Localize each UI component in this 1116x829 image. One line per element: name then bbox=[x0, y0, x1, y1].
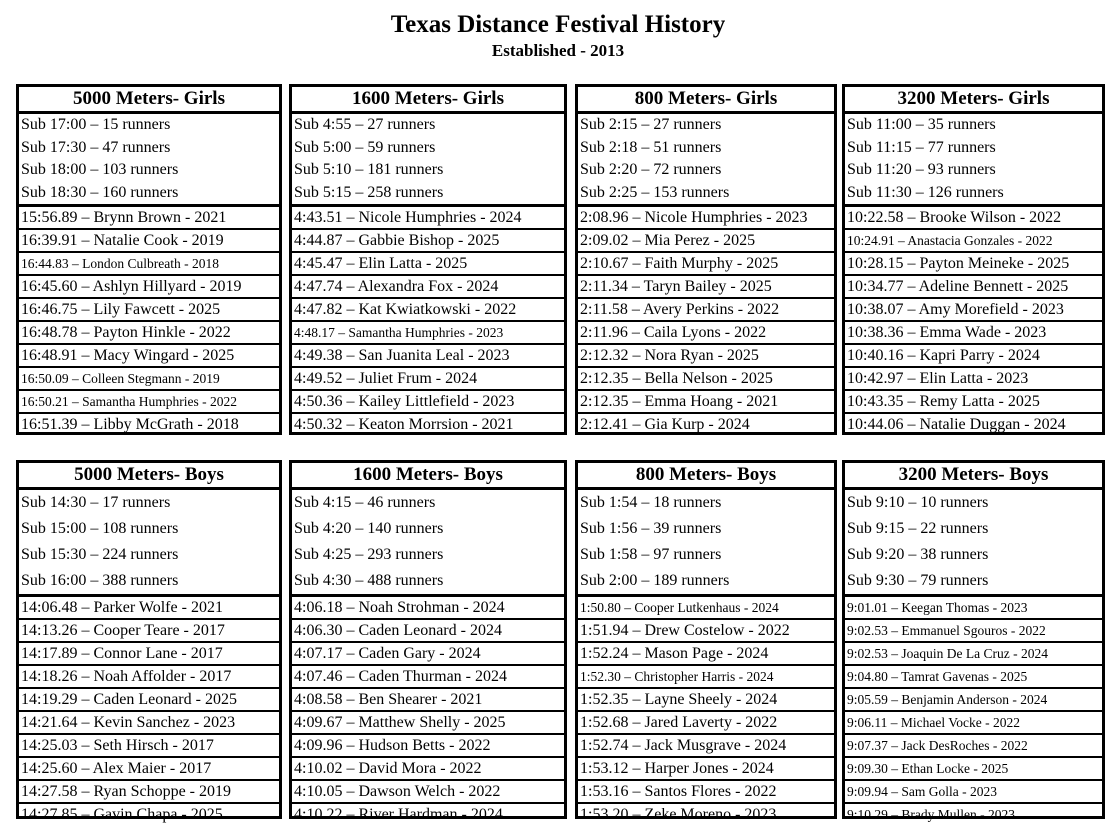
record-row: 16:50.21 – Samantha Humphries - 2022 bbox=[19, 389, 279, 412]
record-row: 14:13.26 – Cooper Teare - 2017 bbox=[19, 618, 279, 641]
threshold-list bbox=[19, 490, 279, 597]
table-header: 1600 Meters- Boys bbox=[292, 463, 564, 490]
record-list bbox=[292, 597, 564, 825]
record-row: 9:04.80 – Tamrat Gavenas - 2025 bbox=[845, 664, 1102, 687]
table-3200-boys bbox=[842, 460, 1105, 822]
record-list bbox=[578, 597, 834, 825]
record-row: 1:53.20 – Zeke Moreno - 2023 bbox=[578, 802, 834, 825]
record-row: 14:18.26 – Noah Affolder - 2017 bbox=[19, 664, 279, 687]
record-row: 14:19.29 – Caden Leonard - 2025 bbox=[19, 687, 279, 710]
threshold-row: Sub 9:30 – 79 runners bbox=[847, 572, 989, 589]
threshold-list bbox=[578, 490, 834, 597]
record-row: 9:02.53 – Emmanuel Sgouros - 2022 bbox=[845, 618, 1102, 641]
record-row: 2:12.41 – Gia Kurp - 2024 bbox=[578, 412, 834, 435]
record-row: 14:25.03 – Seth Hirsch - 2017 bbox=[19, 733, 279, 756]
record-row: 2:12.35 – Bella Nelson - 2025 bbox=[578, 366, 834, 389]
threshold-row: Sub 5:00 – 59 runners bbox=[294, 138, 436, 156]
record-row: 4:50.32 – Keaton Morrsion - 2021 bbox=[292, 412, 564, 435]
threshold-row: Sub 18:00 – 103 runners bbox=[21, 161, 179, 178]
record-row: 16:45.60 – Ashlyn Hillyard - 2019 bbox=[19, 274, 279, 297]
record-row: 4:44.87 – Gabbie Bishop - 2025 bbox=[292, 228, 564, 251]
table-1600-boys bbox=[289, 460, 567, 823]
record-row: 10:28.15 – Payton Meineke - 2025 bbox=[845, 251, 1102, 274]
table-800-boys bbox=[575, 460, 837, 823]
threshold-row: Sub 9:15 – 22 runners bbox=[847, 520, 989, 537]
record-row: 4:47.74 – Alexandra Fox - 2024 bbox=[292, 274, 564, 297]
table-header: 3200 Meters- Girls bbox=[845, 87, 1102, 114]
record-row: 10:44.06 – Natalie Duggan - 2024 bbox=[845, 412, 1102, 435]
record-row: 4:45.47 – Elin Latta - 2025 bbox=[292, 251, 564, 274]
record-row: 9:06.11 – Michael Vocke - 2022 bbox=[845, 710, 1102, 733]
threshold-row: Sub 11:30 – 126 runners bbox=[847, 183, 1004, 201]
record-row: 16:46.75 – Lily Fawcett - 2025 bbox=[19, 297, 279, 320]
record-row: 4:09.96 – Hudson Betts - 2022 bbox=[292, 733, 564, 756]
threshold-row: Sub 17:30 – 47 runners bbox=[21, 138, 171, 156]
record-row: 14:21.64 – Kevin Sanchez - 2023 bbox=[19, 710, 279, 733]
record-list bbox=[578, 207, 834, 435]
threshold-row: Sub 2:25 – 153 runners bbox=[580, 183, 730, 201]
threshold-list bbox=[845, 114, 1102, 207]
threshold-row: Sub 4:15 – 46 runners bbox=[294, 494, 436, 511]
record-row: 9:01.01 – Keegan Thomas - 2023 bbox=[847, 600, 1028, 615]
record-list bbox=[19, 597, 279, 825]
threshold-list bbox=[292, 490, 564, 597]
table-800-girls bbox=[575, 84, 837, 435]
record-list bbox=[19, 207, 279, 435]
page-subtitle: Established - 2013 bbox=[491, 41, 625, 60]
record-row: 1:52.68 – Jared Laverty - 2022 bbox=[578, 710, 834, 733]
threshold-row: Sub 2:20 – 72 runners bbox=[580, 161, 722, 178]
table-header: 1600 Meters- Girls bbox=[292, 87, 564, 114]
record-row: 2:11.58 – Avery Perkins - 2022 bbox=[578, 297, 834, 320]
record-row: 10:43.35 – Remy Latta - 2025 bbox=[845, 389, 1102, 412]
table-3200-girls bbox=[842, 84, 1105, 435]
record-row: 4:49.52 – Juliet Frum - 2024 bbox=[292, 366, 564, 389]
record-row: 4:10.22 – River Hardman - 2024 bbox=[292, 802, 564, 825]
record-row: 10:34.77 – Adeline Bennett - 2025 bbox=[845, 274, 1102, 297]
threshold-row: Sub 4:25 – 293 runners bbox=[294, 546, 444, 563]
threshold-row: Sub 4:55 – 27 runners bbox=[294, 116, 436, 133]
threshold-row: Sub 9:10 – 10 runners bbox=[847, 494, 989, 511]
record-row: 10:40.16 – Kapri Parry - 2024 bbox=[845, 343, 1102, 366]
record-row: 2:11.96 – Caila Lyons - 2022 bbox=[578, 320, 834, 343]
table-1600-girls bbox=[289, 84, 567, 435]
record-row: 10:42.97 – Elin Latta - 2023 bbox=[845, 366, 1102, 389]
table-header: 800 Meters- Boys bbox=[578, 463, 834, 490]
threshold-row: Sub 11:15 – 77 runners bbox=[847, 138, 996, 156]
record-row: 1:52.24 – Mason Page - 2024 bbox=[578, 641, 834, 664]
record-row: 4:48.17 – Samantha Humphries - 2023 bbox=[292, 320, 564, 343]
threshold-row: Sub 11:20 – 93 runners bbox=[847, 161, 996, 178]
record-row: 1:52.74 – Jack Musgrave - 2024 bbox=[578, 733, 834, 756]
threshold-row: Sub 2:18 – 51 runners bbox=[580, 138, 722, 156]
record-row: 9:02.53 – Joaquin De La Cruz - 2024 bbox=[845, 641, 1102, 664]
threshold-row: Sub 1:54 – 18 runners bbox=[580, 494, 722, 511]
threshold-list bbox=[578, 114, 834, 207]
threshold-row: Sub 15:30 – 224 runners bbox=[21, 546, 179, 563]
record-row: 9:07.37 – Jack DesRoches - 2022 bbox=[845, 733, 1102, 756]
record-row: 4:09.67 – Matthew Shelly - 2025 bbox=[292, 710, 564, 733]
threshold-row: Sub 15:00 – 108 runners bbox=[21, 520, 179, 537]
threshold-row: Sub 5:10 – 181 runners bbox=[294, 161, 444, 178]
record-row: 4:47.82 – Kat Kwiatkowski - 2022 bbox=[292, 297, 564, 320]
record-row: 10:38.07 – Amy Morefield - 2023 bbox=[845, 297, 1102, 320]
record-row: 14:27.58 – Ryan Schoppe - 2019 bbox=[19, 779, 279, 802]
record-row: 1:53.16 – Santos Flores - 2022 bbox=[578, 779, 834, 802]
record-row: 16:51.39 – Libby McGrath - 2018 bbox=[19, 412, 279, 435]
table-header: 5000 Meters- Boys bbox=[19, 463, 279, 490]
record-row: 9:09.94 – Sam Golla - 2023 bbox=[845, 779, 1102, 802]
record-row: 2:08.96 – Nicole Humphries - 2023 bbox=[580, 209, 808, 226]
record-row: 4:10.02 – David Mora - 2022 bbox=[292, 756, 564, 779]
threshold-row: Sub 11:00 – 35 runners bbox=[847, 116, 996, 133]
record-row: 14:27.85 – Gavin Chapa - 2025 bbox=[19, 802, 279, 825]
record-row: 16:39.91 – Natalie Cook - 2019 bbox=[19, 228, 279, 251]
record-row: 1:50.80 – Cooper Lutkenhaus - 2024 bbox=[580, 600, 779, 615]
record-row: 4:43.51 – Nicole Humphries - 2024 bbox=[294, 209, 522, 226]
record-row: 2:11.34 – Taryn Bailey - 2025 bbox=[578, 274, 834, 297]
record-list bbox=[845, 597, 1102, 825]
record-list bbox=[845, 207, 1102, 435]
page-title: Texas Distance Festival History bbox=[390, 11, 726, 38]
threshold-row: Sub 2:15 – 27 runners bbox=[580, 116, 722, 133]
record-row: 15:56.89 – Brynn Brown - 2021 bbox=[21, 209, 227, 226]
threshold-row: Sub 5:15 – 258 runners bbox=[294, 183, 444, 201]
threshold-row: Sub 9:20 – 38 runners bbox=[847, 546, 989, 563]
record-row: 14:25.60 – Alex Maier - 2017 bbox=[19, 756, 279, 779]
record-row: 10:22.58 – Brooke Wilson - 2022 bbox=[847, 209, 1062, 226]
record-row: 4:06.18 – Noah Strohman - 2024 bbox=[294, 599, 505, 616]
record-row: 4:07.17 – Caden Gary - 2024 bbox=[292, 641, 564, 664]
record-row: 9:10.29 – Brady Mullen - 2023 bbox=[845, 802, 1102, 825]
record-row: 14:06.48 – Parker Wolfe - 2021 bbox=[21, 599, 223, 616]
table-5000-girls bbox=[16, 84, 282, 435]
record-row: 16:50.09 – Colleen Stegmann - 2019 bbox=[19, 366, 279, 389]
record-row: 1:51.94 – Drew Costelow - 2022 bbox=[578, 618, 834, 641]
threshold-row: Sub 1:58 – 97 runners bbox=[580, 546, 722, 563]
threshold-list bbox=[845, 490, 1102, 597]
record-row: 1:53.12 – Harper Jones - 2024 bbox=[578, 756, 834, 779]
threshold-list bbox=[19, 114, 279, 207]
record-row: 9:05.59 – Benjamin Anderson - 2024 bbox=[845, 687, 1102, 710]
threshold-row: Sub 1:56 – 39 runners bbox=[580, 520, 722, 537]
record-row: 4:08.58 – Ben Shearer - 2021 bbox=[292, 687, 564, 710]
record-row: 2:12.32 – Nora Ryan - 2025 bbox=[578, 343, 834, 366]
record-row: 1:52.30 – Christopher Harris - 2024 bbox=[578, 664, 834, 687]
threshold-row: Sub 16:00 – 388 runners bbox=[21, 572, 179, 589]
record-row: 4:06.30 – Caden Leonard - 2024 bbox=[292, 618, 564, 641]
record-row: 2:09.02 – Mia Perez - 2025 bbox=[578, 228, 834, 251]
record-row: 4:49.38 – San Juanita Leal - 2023 bbox=[292, 343, 564, 366]
table-5000-boys bbox=[16, 460, 282, 823]
table-header: 3200 Meters- Boys bbox=[845, 463, 1102, 490]
record-row: 16:44.83 – London Culbreath - 2018 bbox=[19, 251, 279, 274]
record-list bbox=[292, 207, 564, 435]
record-row: 16:48.78 – Payton Hinkle - 2022 bbox=[19, 320, 279, 343]
threshold-row: Sub 14:30 – 17 runners bbox=[21, 494, 171, 511]
threshold-list bbox=[292, 114, 564, 207]
threshold-row: Sub 17:00 – 15 runners bbox=[21, 116, 171, 133]
table-header: 800 Meters- Girls bbox=[578, 87, 834, 114]
record-row: 16:48.91 – Macy Wingard - 2025 bbox=[19, 343, 279, 366]
record-row: 1:52.35 – Layne Sheely - 2024 bbox=[578, 687, 834, 710]
record-row: 4:10.05 – Dawson Welch - 2022 bbox=[292, 779, 564, 802]
record-row: 9:09.30 – Ethan Locke - 2025 bbox=[845, 756, 1102, 779]
record-row: 10:38.36 – Emma Wade - 2023 bbox=[845, 320, 1102, 343]
record-row: 2:12.35 – Emma Hoang - 2021 bbox=[578, 389, 834, 412]
record-row: 14:17.89 – Connor Lane - 2017 bbox=[19, 641, 279, 664]
threshold-row: Sub 2:00 – 189 runners bbox=[580, 572, 730, 589]
threshold-row: Sub 4:20 – 140 runners bbox=[294, 520, 444, 537]
threshold-row: Sub 18:30 – 160 runners bbox=[21, 183, 179, 201]
record-row: 4:07.46 – Caden Thurman - 2024 bbox=[292, 664, 564, 687]
record-row: 4:50.36 – Kailey Littlefield - 2023 bbox=[292, 389, 564, 412]
table-header: 5000 Meters- Girls bbox=[19, 87, 279, 114]
record-row: 10:24.91 – Anastacia Gonzales - 2022 bbox=[845, 228, 1102, 251]
threshold-row: Sub 4:30 – 488 runners bbox=[294, 572, 444, 589]
record-row: 2:10.67 – Faith Murphy - 2025 bbox=[578, 251, 834, 274]
